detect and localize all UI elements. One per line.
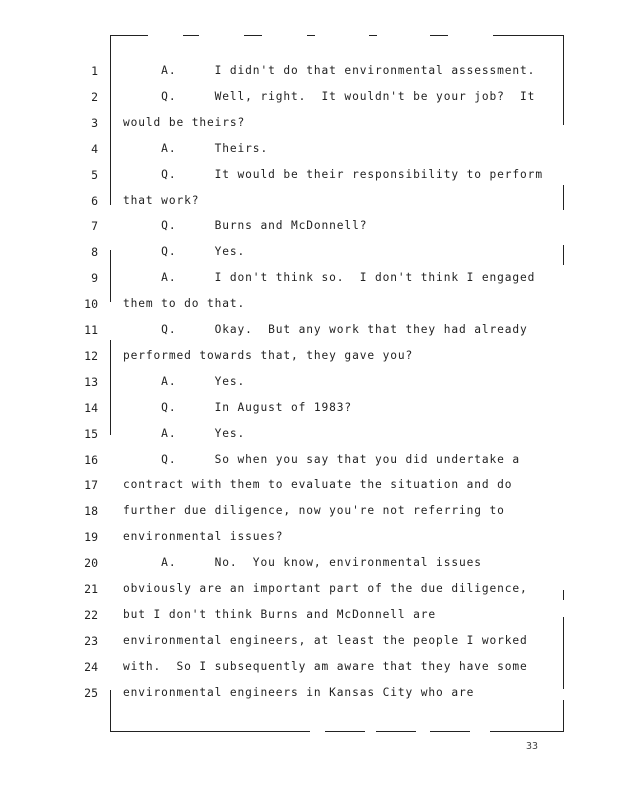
- frame-top-segment: [183, 35, 199, 36]
- line-number: 11: [84, 323, 98, 337]
- frame-top-segment: [369, 35, 377, 36]
- line-text: environmental engineers, at least the people I worked: [123, 634, 528, 647]
- line-number: 3: [91, 116, 98, 130]
- frame-right-segment: [563, 245, 564, 265]
- line-text: Q. It would be their responsibility to perform: [123, 168, 543, 181]
- line-text: environmental issues?: [123, 530, 284, 543]
- line-text: but I don't think Burns and McDonnell are: [123, 608, 437, 621]
- line-text: A. I didn't do that environmental assessment.: [123, 64, 536, 77]
- line-text: environmental engineers in Kansas City who are: [123, 686, 475, 699]
- line-number: 22: [84, 608, 98, 622]
- frame-top-segment: [430, 35, 448, 36]
- line-text: Q. Burns and McDonnell?: [123, 219, 368, 232]
- line-number: 9: [91, 271, 98, 285]
- frame-bottom-segment: [376, 731, 416, 732]
- frame-bottom-segment: [325, 731, 365, 732]
- line-number: 18: [84, 504, 98, 518]
- line-text: A. Yes.: [123, 375, 246, 388]
- line-number: 10: [84, 297, 98, 311]
- frame-bottom-segment: [430, 731, 470, 732]
- line-number: 16: [84, 453, 98, 467]
- line-text: Q. In August of 1983?: [123, 401, 353, 414]
- line-text: Q. So when you say that you did undertake a: [123, 453, 521, 466]
- line-text: A. Theirs.: [123, 142, 269, 155]
- frame-top-segment: [307, 35, 315, 36]
- line-text: A. I don't think so. I don't think I engaged: [123, 271, 536, 284]
- frame-top-segment: [110, 35, 148, 36]
- frame-left-segment: [110, 690, 111, 731]
- line-text: that work?: [123, 194, 200, 207]
- line-text: Q. Yes.: [123, 245, 246, 258]
- line-number: 20: [84, 556, 98, 570]
- frame-bottom-segment: [110, 731, 310, 732]
- line-number: 4: [91, 142, 98, 156]
- frame-right-segment: [563, 700, 564, 732]
- line-text: A. Yes.: [123, 427, 246, 440]
- line-number: 6: [91, 194, 98, 208]
- line-number: 5: [91, 168, 98, 182]
- line-number: 13: [84, 375, 98, 389]
- line-text: Q. Well, right. It wouldn't be your job? It: [123, 90, 536, 103]
- frame-right-segment: [563, 617, 564, 689]
- frame-left-segment: [110, 340, 111, 435]
- line-text: obviously are an important part of the due diligence,: [123, 582, 528, 595]
- frame-bottom-segment: [490, 731, 563, 732]
- line-text: would be theirs?: [123, 116, 246, 129]
- line-number: 14: [84, 401, 98, 415]
- line-number: 12: [84, 349, 98, 363]
- line-text: with. So I subsequently am aware that they have some: [123, 660, 528, 673]
- line-number: 2: [91, 90, 98, 104]
- line-number: 7: [91, 219, 98, 233]
- page-number: 33: [526, 741, 539, 752]
- frame-top-segment: [244, 35, 262, 36]
- line-number: 23: [84, 634, 98, 648]
- line-number: 17: [84, 478, 98, 492]
- frame-right-segment: [563, 35, 564, 125]
- frame-right-segment: [563, 185, 564, 210]
- line-number: 8: [91, 245, 98, 259]
- frame-left-segment: [110, 250, 111, 302]
- line-text: contract with them to evaluate the situation and do: [123, 478, 513, 491]
- frame-top-segment: [493, 35, 563, 36]
- line-number: 19: [84, 530, 98, 544]
- line-text: further due diligence, now you're not referring to: [123, 504, 505, 517]
- line-number: 1: [91, 64, 98, 78]
- frame-left-segment: [110, 35, 111, 205]
- line-number: 24: [84, 660, 98, 674]
- line-text: them to do that.: [123, 297, 246, 310]
- line-text: performed towards that, they gave you?: [123, 349, 414, 362]
- line-number: 15: [84, 427, 98, 441]
- line-number: 21: [84, 582, 98, 596]
- line-number: 25: [84, 686, 98, 700]
- line-text: A. No. You know, environmental issues: [123, 556, 482, 569]
- line-text: Q. Okay. But any work that they had already: [123, 323, 528, 336]
- frame-right-segment: [563, 590, 564, 600]
